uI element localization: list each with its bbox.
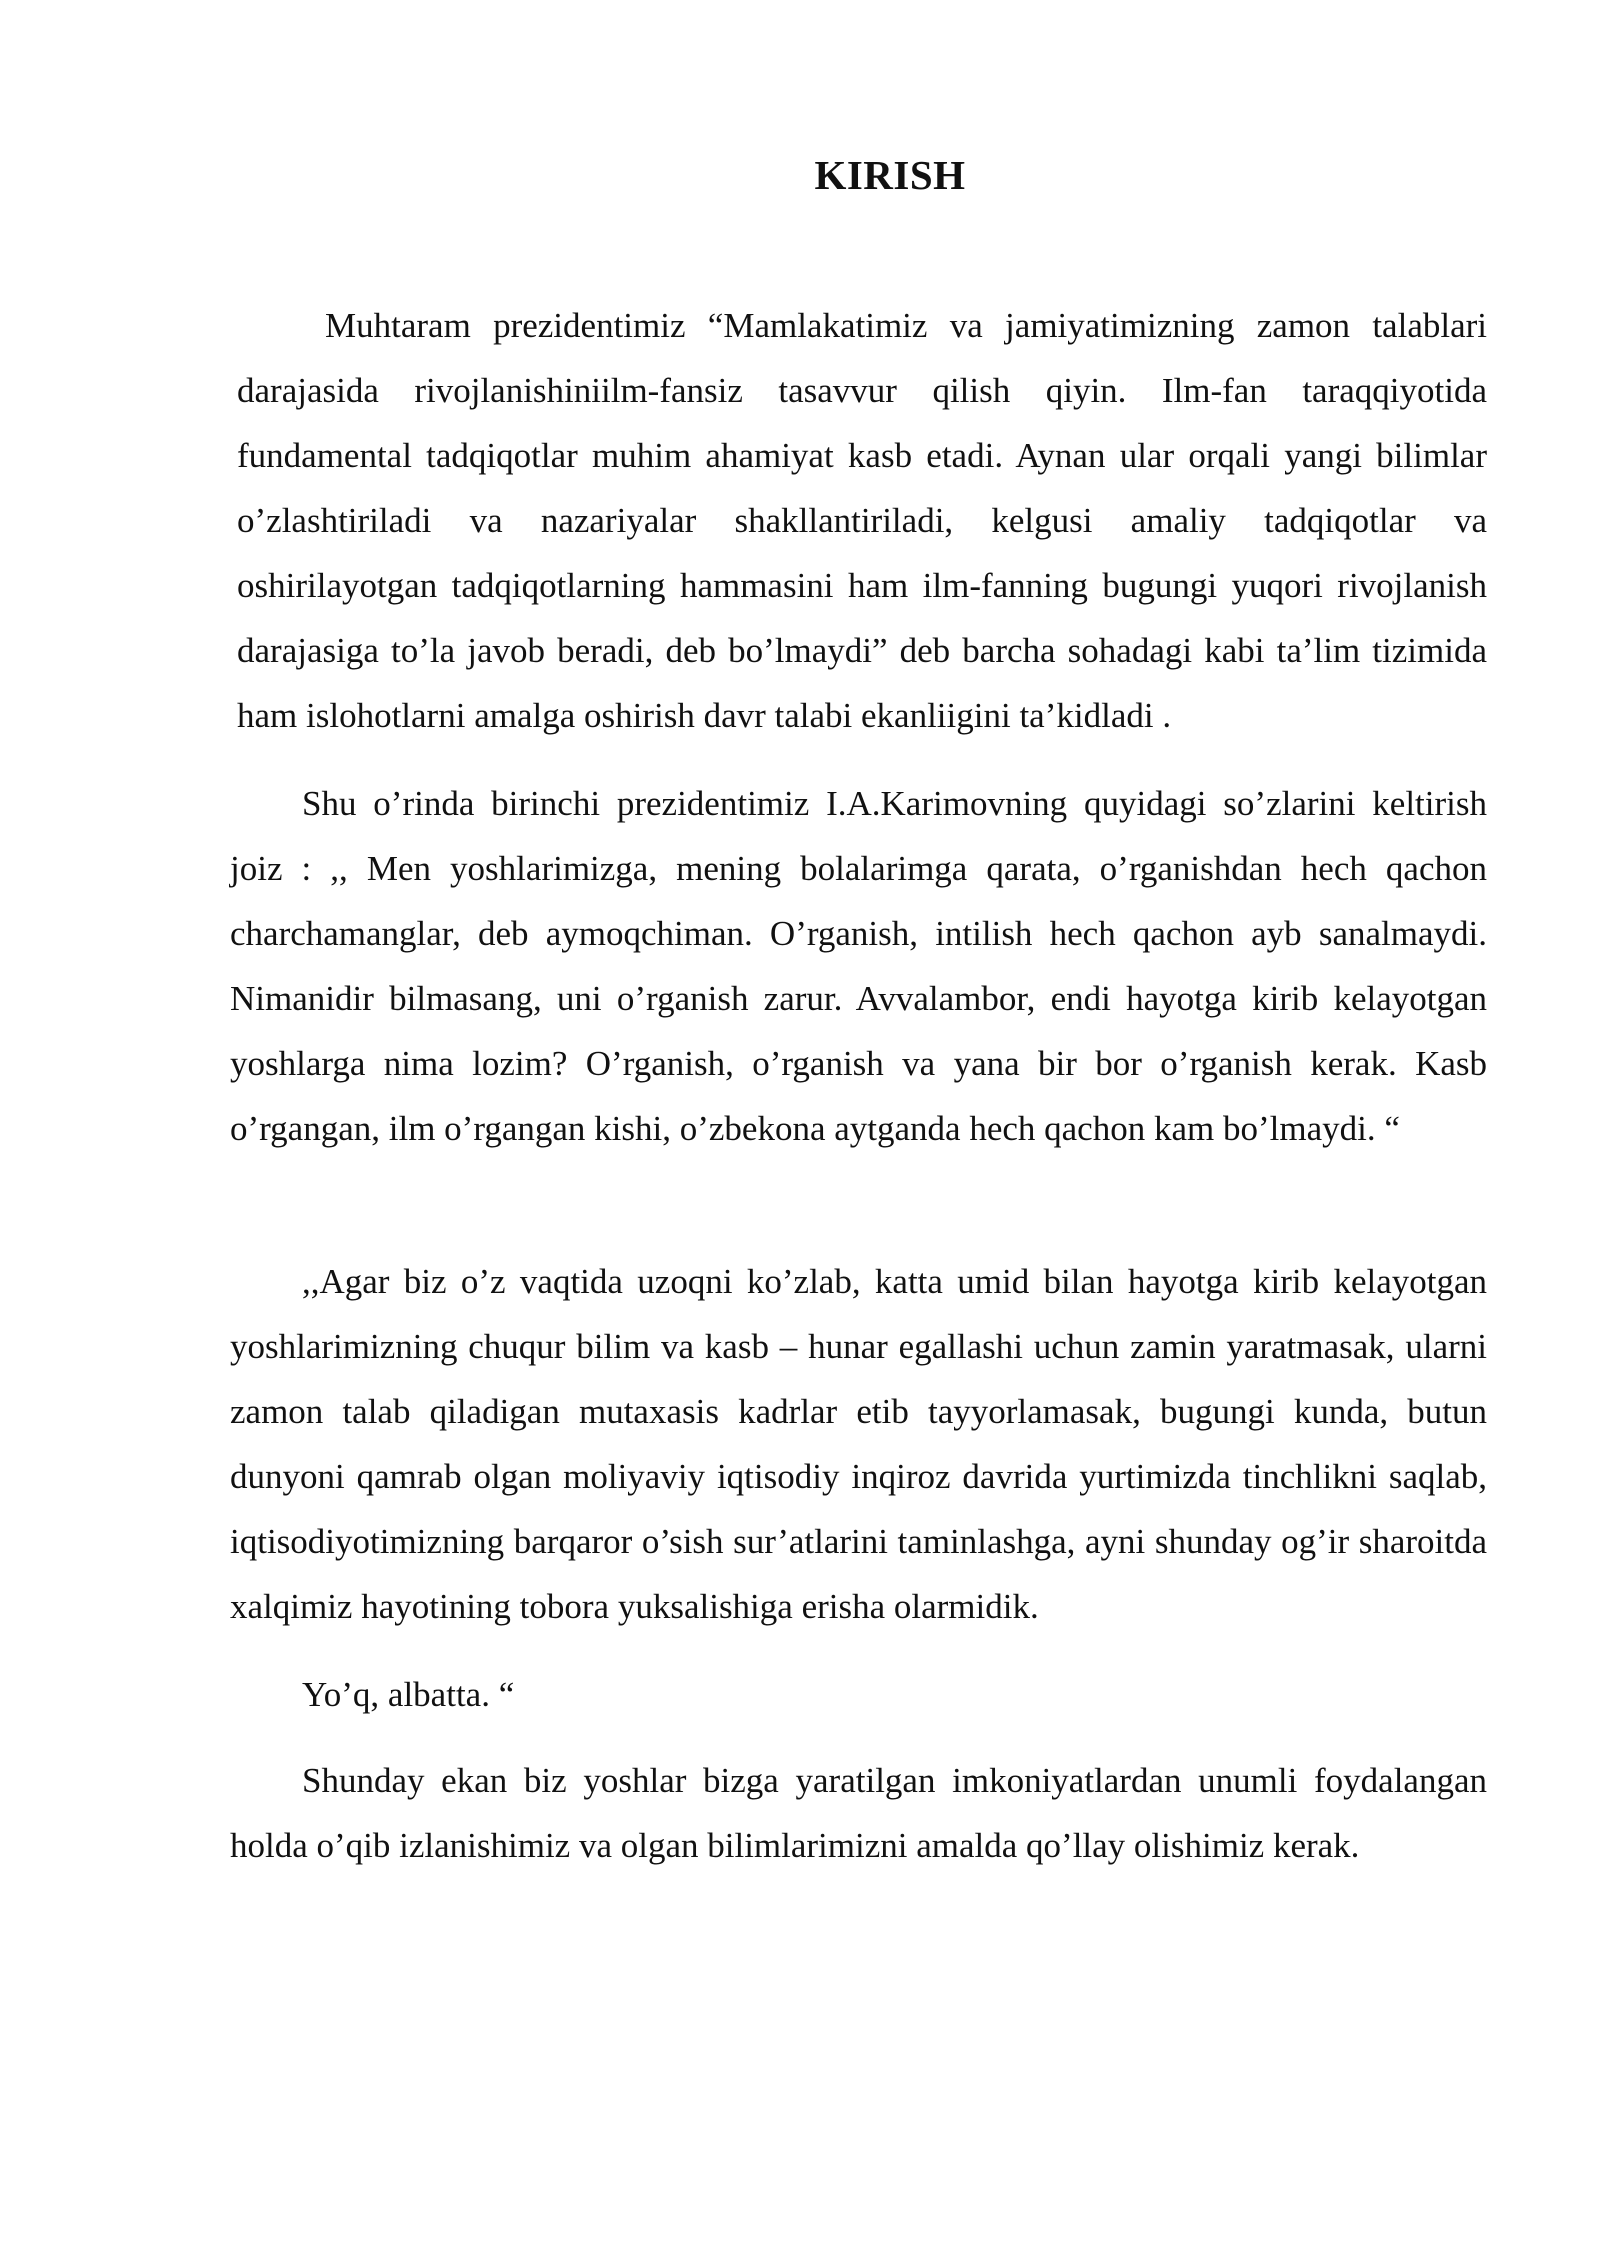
document-title: KIRISH — [814, 152, 966, 198]
paragraph-president-quote: Muhtaram prezidentimiz “Mamlakatimiz va jamiyatimizning zamon talablari darajasida rivojlanishiniilm-fansiz tasavvur qilish qiyin. Ilm-fan taraqqiyotida fundamental tadqiqotlar muhim ahamiyat kasb etadi. Aynan ular orqali yangi bilimlar o’zlashtiriladi va nazariyalar shakllantiriladi, kelgusi amaliy tadqiqotlar va oshirilayotgan tadqiqotlarning hammasini ham ilm-fanning bugungi yuqori rivojlanish darajasiga to’la javob beradi, deb bo’lmaydi” deb barcha sohadagi kabi ta’lim tizimida ham islohotlarni amalga oshirish davr talabi ekanliigini ta’kidladi . — [237, 306, 1487, 735]
paragraph-answer: Yo’q, albatta. “ — [302, 1675, 515, 1714]
paragraph-karimov-quote: Shu o’rinda birinchi prezidentimiz I.A.Karimovning quyidagi so’zlarini keltirish joiz : ,, Men yoshlarimizga, mening bolalarimga qarata, o’rganishdan hech qachon charchamanglar, deb aymoqchiman. O’rganish, intilish hech qachon ayb sanalmaydi. Nimanidir bilmasang, uni o’rganish zarur. Avvalambor, endi hayotga kirib kelayotgan yoshlarga nima lozim? O’rganish, o’rganish va yana bir bor o’rganish kerak. Kasb o’rgangan, ilm o’rgangan kishi, o’zbekona aytganda hech qachon kam bo’lmaydi. “ — [230, 784, 1487, 1148]
paragraph-youth-education: ,,Agar biz o’z vaqtida uzoqni ko’zlab, katta umid bilan hayotga kirib kelayotgan yoshlarimizning chuqur bilim va kasb – hunar egallashi uchun zamin yaratmasak, ularni zamon talab qiladigan mutaxasis kadrlar etib tayyorlamasak, bugungi kunda, butun dunyoni qamrab olgan moliyaviy iqtisodiy inqiroz davrida yurtimizda tinchlikni saqlab, iqtisodiyotimizning barqaror o’sish sur’atlarini taminlashga, ayni shunday og’ir sharoitda xalqimiz hayotining tobora yuksalishiga erisha olarmidik. — [230, 1262, 1487, 1626]
paragraph-conclusion: Shunday ekan biz yoshlar bizga yaratilgan imkoniyatlardan unumli foydalangan holda o’qib izlanishimiz va olgan bilimlarimizni amalda qo’llay olishimiz kerak. — [230, 1761, 1487, 1865]
